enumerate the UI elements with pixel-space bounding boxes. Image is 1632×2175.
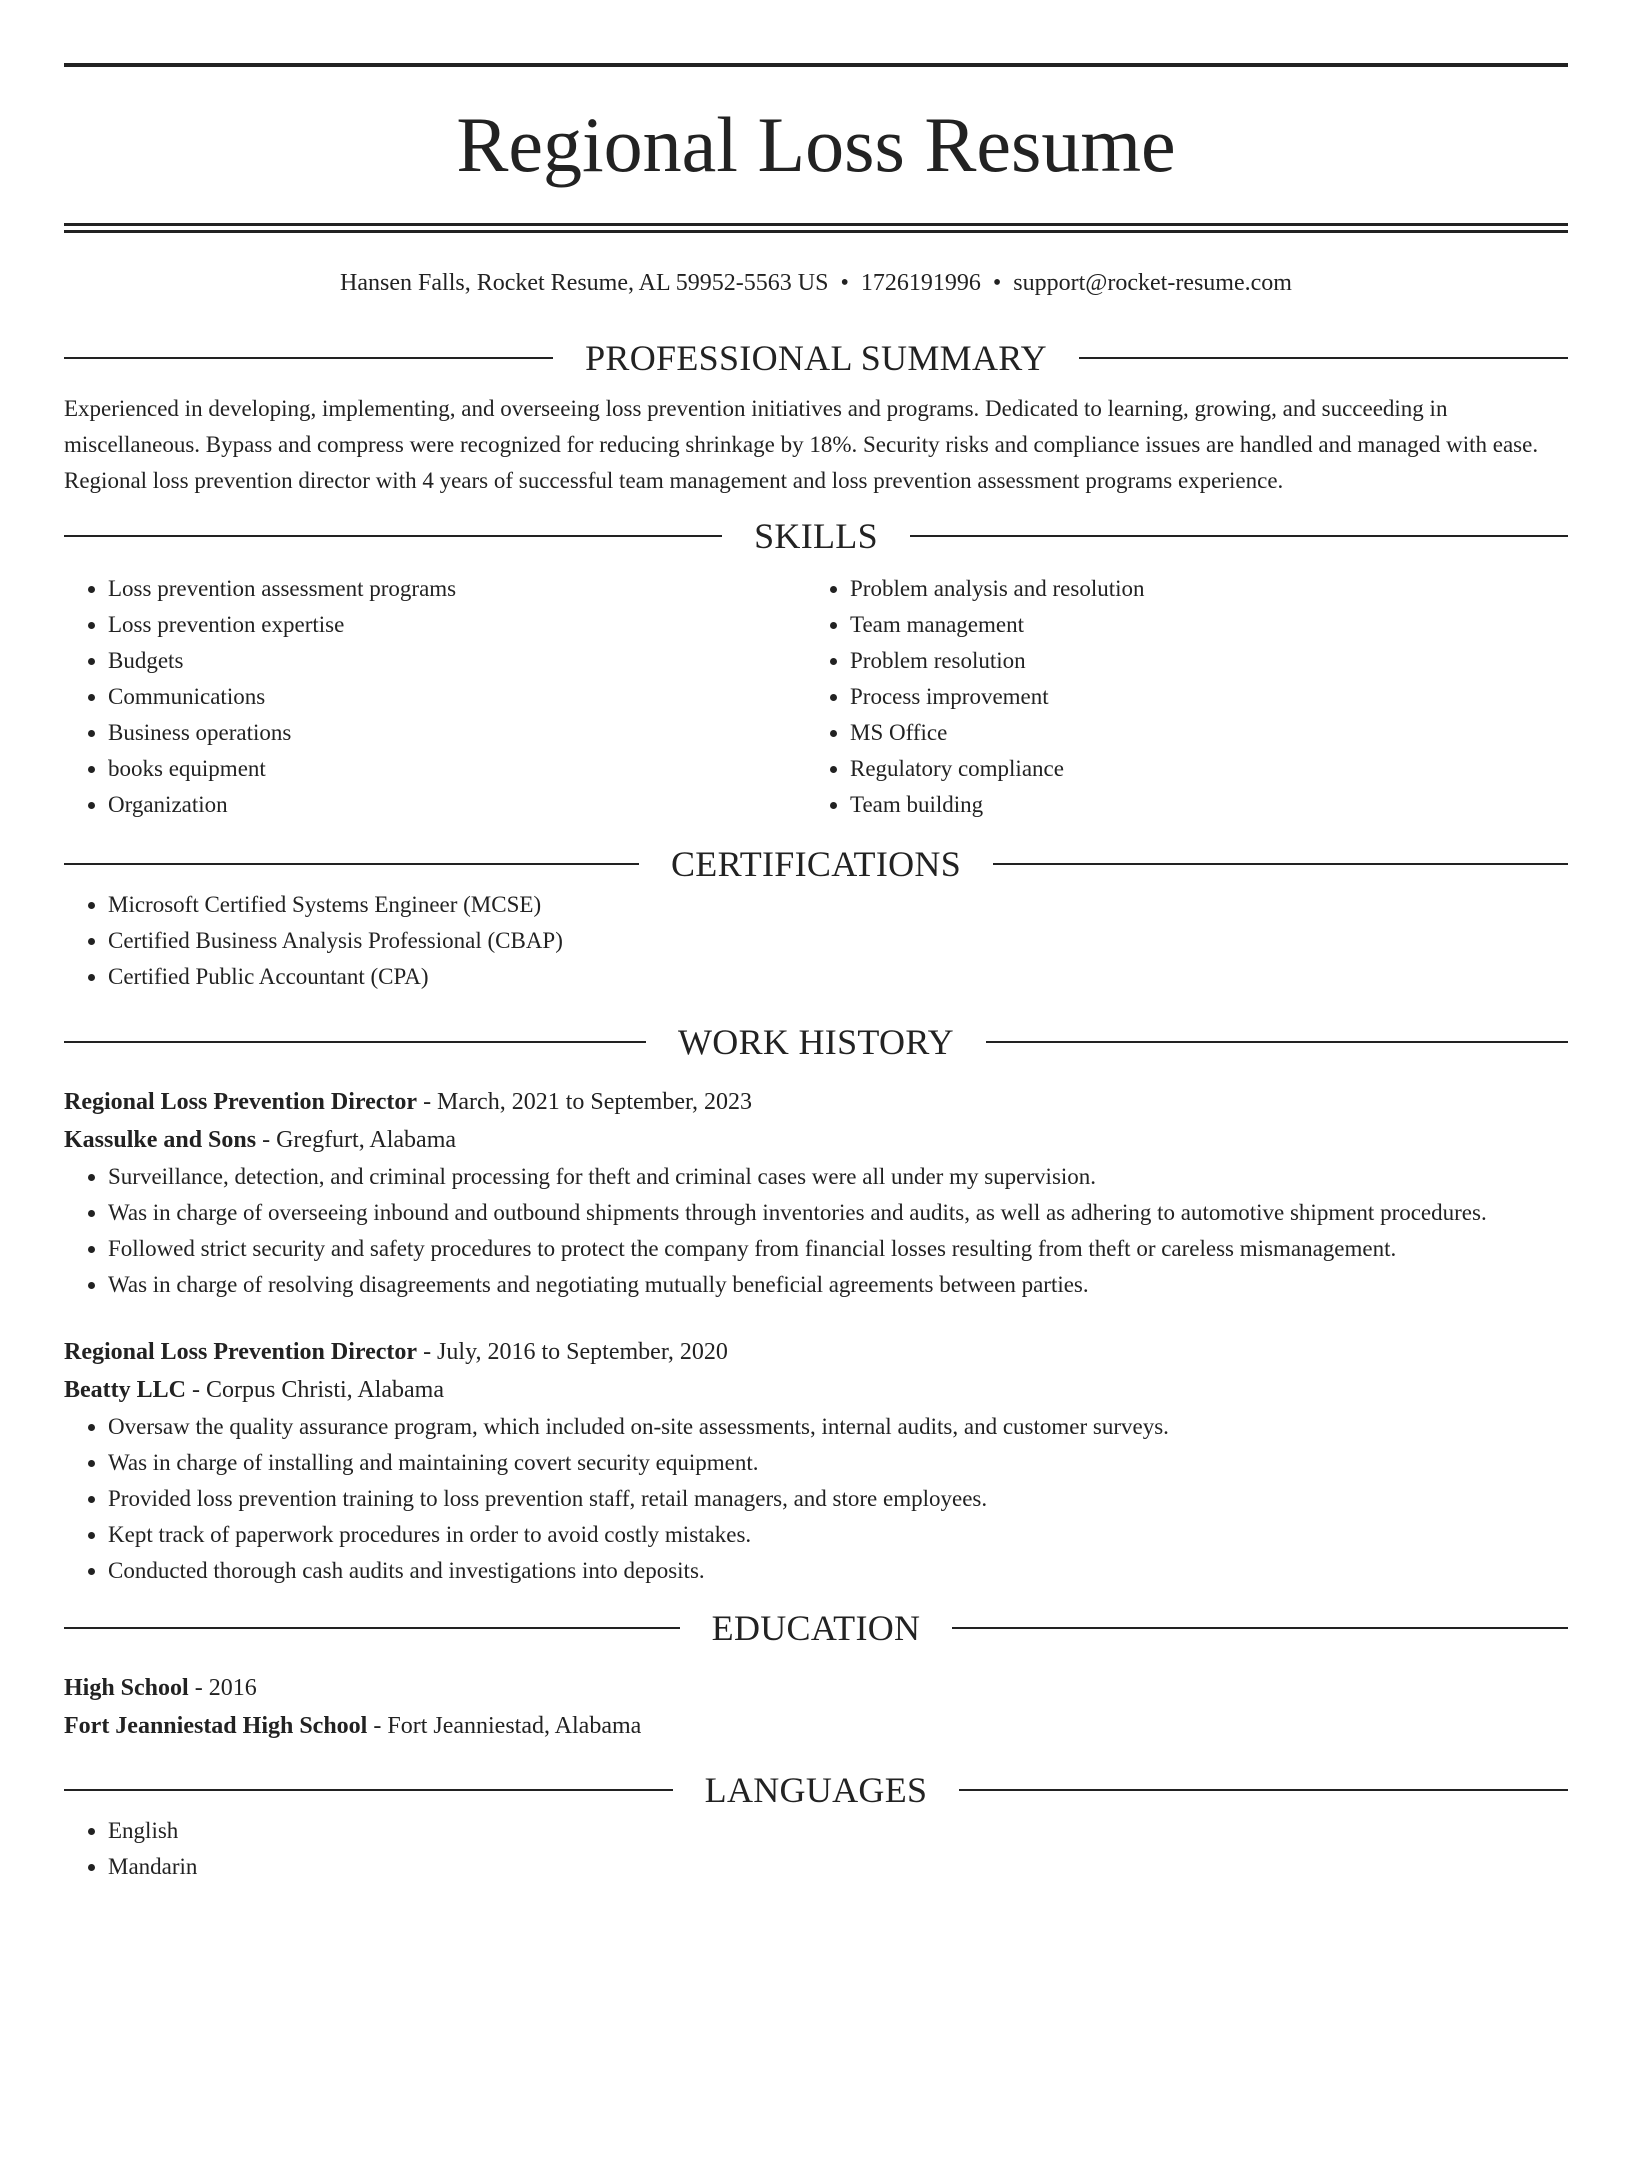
section-heading-work-history	[64, 1019, 1568, 1065]
job-entry	[64, 1333, 1568, 1589]
job-company: Beatty LLC	[64, 1377, 186, 1403]
section-heading-label: CERTIFICATIONS	[670, 844, 962, 884]
skill-item: • Process improvement	[850, 679, 1568, 715]
education-location: - Fort Jeanniestad, Alabama	[367, 1713, 642, 1739]
skills-list-right	[806, 571, 1568, 823]
contact-line	[64, 267, 1568, 299]
job-company: Kassulke and Sons	[64, 1127, 257, 1153]
job-title: Regional Loss Prevention Director	[64, 1089, 418, 1115]
job-title-line	[64, 1083, 1568, 1121]
languages-list	[64, 1813, 1568, 1885]
language-item: • English	[108, 1813, 1568, 1849]
education-entry	[64, 1669, 1568, 1745]
skill-item: • Business operations	[108, 715, 806, 751]
section-heading-label: LANGUAGES	[704, 1770, 928, 1810]
job-location: - Gregfurt, Alabama	[256, 1127, 457, 1153]
language-item: • Mandarin	[108, 1849, 1568, 1885]
skill-item: • Problem resolution	[850, 643, 1568, 679]
skill-item: • Problem analysis and resolution	[850, 571, 1568, 607]
heading-rule	[910, 535, 1568, 537]
certifications-list	[64, 887, 1568, 995]
section-heading-label: PROFESSIONAL SUMMARY	[585, 338, 1047, 378]
skill-item: • Team building	[850, 787, 1568, 823]
skill-item: • MS Office	[850, 715, 1568, 751]
skill-item: • Budgets	[108, 643, 806, 679]
job-bullet: • Provided loss prevention training to loss prevention staff, retail managers, and store employees.	[108, 1481, 1568, 1517]
title-double-rule	[64, 223, 1568, 233]
section-heading-languages	[64, 1767, 1568, 1813]
section-heading-label: EDUCATION	[711, 1608, 921, 1648]
top-rule	[64, 63, 1568, 67]
heading-rule	[64, 1041, 646, 1043]
skill-item: • Regulatory compliance	[850, 751, 1568, 787]
page-title: Regional Loss Resume	[456, 101, 1176, 188]
job-dates: - March, 2021 to September, 2023	[417, 1089, 753, 1115]
heading-rule	[993, 863, 1568, 865]
contact-address: Hansen Falls, Rocket Resume, AL 59952-5563 US	[340, 270, 829, 296]
heading-rule	[64, 1789, 673, 1791]
job-title-line	[64, 1333, 1568, 1371]
certification-item: • Certified Business Analysis Professional (CBAP)	[108, 923, 1568, 959]
education-school: Fort Jeanniestad High School	[64, 1713, 368, 1739]
job-bullets	[64, 1159, 1568, 1303]
heading-rule	[64, 1627, 680, 1629]
section-heading-certifications	[64, 841, 1568, 887]
job-location: - Corpus Christi, Alabama	[186, 1377, 444, 1403]
contact-phone: 1726191996	[860, 270, 981, 296]
skill-item: • Team management	[850, 607, 1568, 643]
certification-item: • Certified Public Accountant (CPA)	[108, 959, 1568, 995]
section-heading-skills	[64, 513, 1568, 559]
certification-item: • Microsoft Certified Systems Engineer (MCSE)	[108, 887, 1568, 923]
job-bullet: • Conducted thorough cash audits and investigations into deposits.	[108, 1553, 1568, 1589]
contact-email: support@rocket-resume.com	[1013, 270, 1292, 296]
contact-separator: •	[992, 270, 1002, 296]
section-heading-label: WORK HISTORY	[678, 1022, 954, 1062]
section-heading-summary	[64, 335, 1568, 381]
skills-grid	[64, 571, 1568, 823]
resume-page	[0, 63, 1632, 2175]
job-bullet: • Surveillance, detection, and criminal processing for theft and criminal cases were all under my supervision.	[108, 1159, 1568, 1195]
heading-rule	[959, 1789, 1568, 1791]
job-title: Regional Loss Prevention Director	[64, 1339, 418, 1365]
job-bullet: • Kept track of paperwork procedures in order to avoid costly mistakes.	[108, 1517, 1568, 1553]
heading-rule	[1079, 357, 1568, 359]
skill-item: • Loss prevention expertise	[108, 607, 806, 643]
job-entry	[64, 1083, 1568, 1303]
job-bullets	[64, 1409, 1568, 1589]
job-bullet: • Followed strict security and safety procedures to protect the company from financial losses resulting from theft or careless mismanagement.	[108, 1231, 1568, 1267]
education-degree-line	[64, 1669, 1568, 1707]
summary-text: Experienced in developing, implementing, and overseeing loss prevention initiatives and programs. Dedicated to learning, growing, and succeeding in miscellaneous. Bypass and compress were recognized for reducing shrinkage by 18%. Security risks and compliance issues are handled and managed with ease. Regional loss prevention director with 4 years of successful team management and loss prevention assessment programs experience.	[64, 396, 1539, 493]
skill-item: • Loss prevention assessment programs	[108, 571, 806, 607]
education-degree: High School	[64, 1675, 189, 1701]
section-heading-label: SKILLS	[754, 516, 878, 556]
job-company-line	[64, 1371, 1568, 1409]
job-bullet: • Was in charge of overseeing inbound and outbound shipments through inventories and audits, as well as adhering to automotive shipment procedures.	[108, 1195, 1568, 1231]
job-dates: - July, 2016 to September, 2020	[417, 1339, 728, 1365]
skill-item: • books equipment	[108, 751, 806, 787]
job-bullet: • Oversaw the quality assurance program, which included on-site assessments, internal audits, and customer surveys.	[108, 1409, 1568, 1445]
job-bullet: • Was in charge of installing and maintaining covert security equipment.	[108, 1445, 1568, 1481]
heading-rule	[64, 535, 722, 537]
section-heading-education	[64, 1605, 1568, 1651]
education-year: - 2016	[188, 1675, 257, 1701]
education-school-line	[64, 1707, 1568, 1745]
heading-rule	[64, 863, 639, 865]
heading-rule	[64, 357, 553, 359]
skill-item: • Organization	[108, 787, 806, 823]
skill-item: • Communications	[108, 679, 806, 715]
skills-list-left	[64, 571, 806, 823]
heading-rule	[952, 1627, 1568, 1629]
contact-separator: •	[840, 270, 849, 296]
heading-rule	[986, 1041, 1568, 1043]
job-company-line	[64, 1121, 1568, 1159]
job-bullet: • Was in charge of resolving disagreements and negotiating mutually beneficial agreements between parties.	[108, 1267, 1568, 1303]
